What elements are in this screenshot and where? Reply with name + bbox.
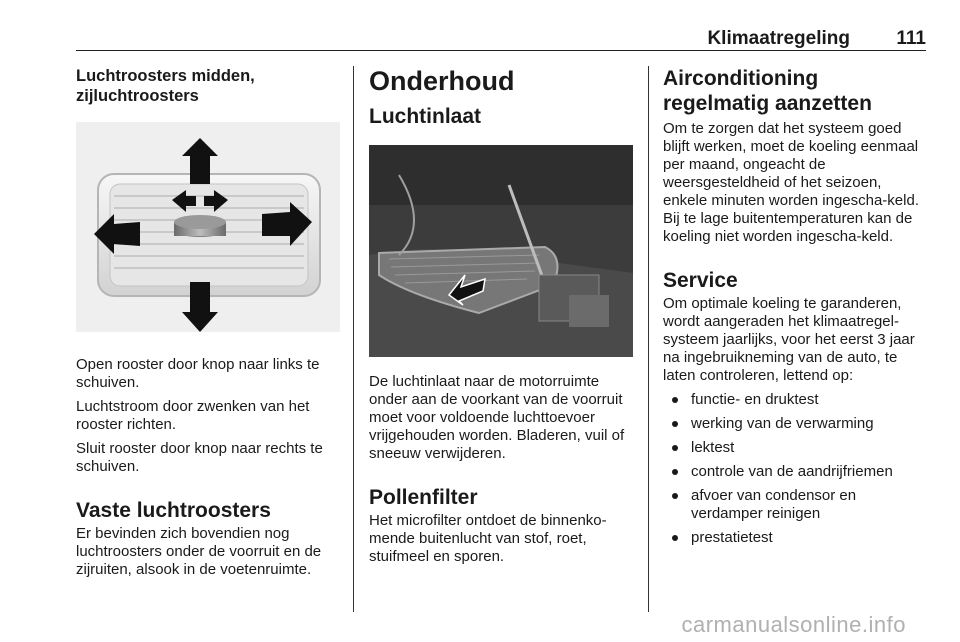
maintenance-heading: Onderhoud — [369, 66, 515, 96]
service-checklist — [663, 391, 929, 547]
header-title: Klimaatregeling — [707, 28, 850, 49]
ac-heading: Airconditioning regelmatig aanzetten — [663, 67, 872, 115]
service-heading: Service — [663, 269, 738, 292]
paragraph: Sluit rooster door knop naar rechts te schuiven. — [76, 440, 323, 475]
page-header — [76, 28, 926, 51]
paragraph: Het microfilter ontdoet de binnenko-mende buitenlucht van stof, roet, stuifmeel en sporen. — [369, 512, 607, 565]
column-right — [663, 66, 929, 553]
bullet-icon — [672, 421, 678, 427]
list-item: functie- en druktest — [663, 391, 929, 409]
fixed-vents-heading: Vaste luchtroosters — [76, 499, 271, 522]
page-number: 111 — [896, 28, 926, 49]
paragraph: Open rooster door knop naar links te schuiven. — [76, 356, 320, 391]
pollen-filter-heading: Pollenfilter — [369, 486, 478, 509]
paragraph: Er bevinden zich bovendien nog luchtroosters onder de voorruit en de zijruiten, alsook in de voetenruimte. — [76, 525, 322, 578]
vent-illustration — [76, 122, 340, 332]
bullet-icon — [672, 469, 678, 475]
list-item: werking van de verwarming — [663, 415, 929, 433]
column-left — [76, 66, 340, 579]
bullet-icon — [672, 397, 678, 403]
bullet-icon — [672, 493, 678, 499]
list-item: prestatietest — [663, 529, 929, 547]
column-middle — [369, 66, 635, 566]
list-item: afvoer van condensor en verdamper reinigen — [663, 487, 929, 523]
paragraph: De luchtinlaat naar de motorruimte onder aan de voorkant van de voorruit moet voor voldoende luchttoevoer vrijgehouden worden. Bladeren, vuil of sneeuw verwijderen. — [369, 373, 625, 462]
engine-bay-icon — [369, 145, 633, 357]
column-divider — [648, 66, 649, 612]
list-item: controle van de aandrijfriemen — [663, 463, 929, 481]
air-intake-heading: Luchtinlaat — [369, 105, 482, 128]
list-item: lektest — [663, 439, 929, 457]
vents-heading: Luchtroosters midden, zijluchtroosters — [76, 67, 255, 105]
paragraph: Om te zorgen dat het systeem goed blijft werken, moet de koeling eenmaal per maand, ongeacht de weersgesteldheid of het seizoen, enkele minuten worden ingescha-keld. Bij te lage buitentemperaturen kan de koeling niet worden ingescha-keld. — [663, 120, 919, 245]
bullet-icon — [672, 445, 678, 451]
vent-diagram-icon — [76, 122, 340, 332]
paragraph: Luchtstroom door zwenken van het rooster richten. — [76, 398, 310, 433]
bullet-icon — [672, 535, 678, 541]
air-intake-photo — [369, 145, 633, 357]
column-divider — [353, 66, 354, 612]
paragraph: Om optimale koeling te garanderen, wordt aangeraden het klimaatregel-systeem jaarlijks, voor het eerst 3 jaar na ingebruikneming van de auto, te laten controleren, lettend op: — [663, 295, 915, 384]
watermark: carmanualsonline.info — [681, 612, 906, 637]
